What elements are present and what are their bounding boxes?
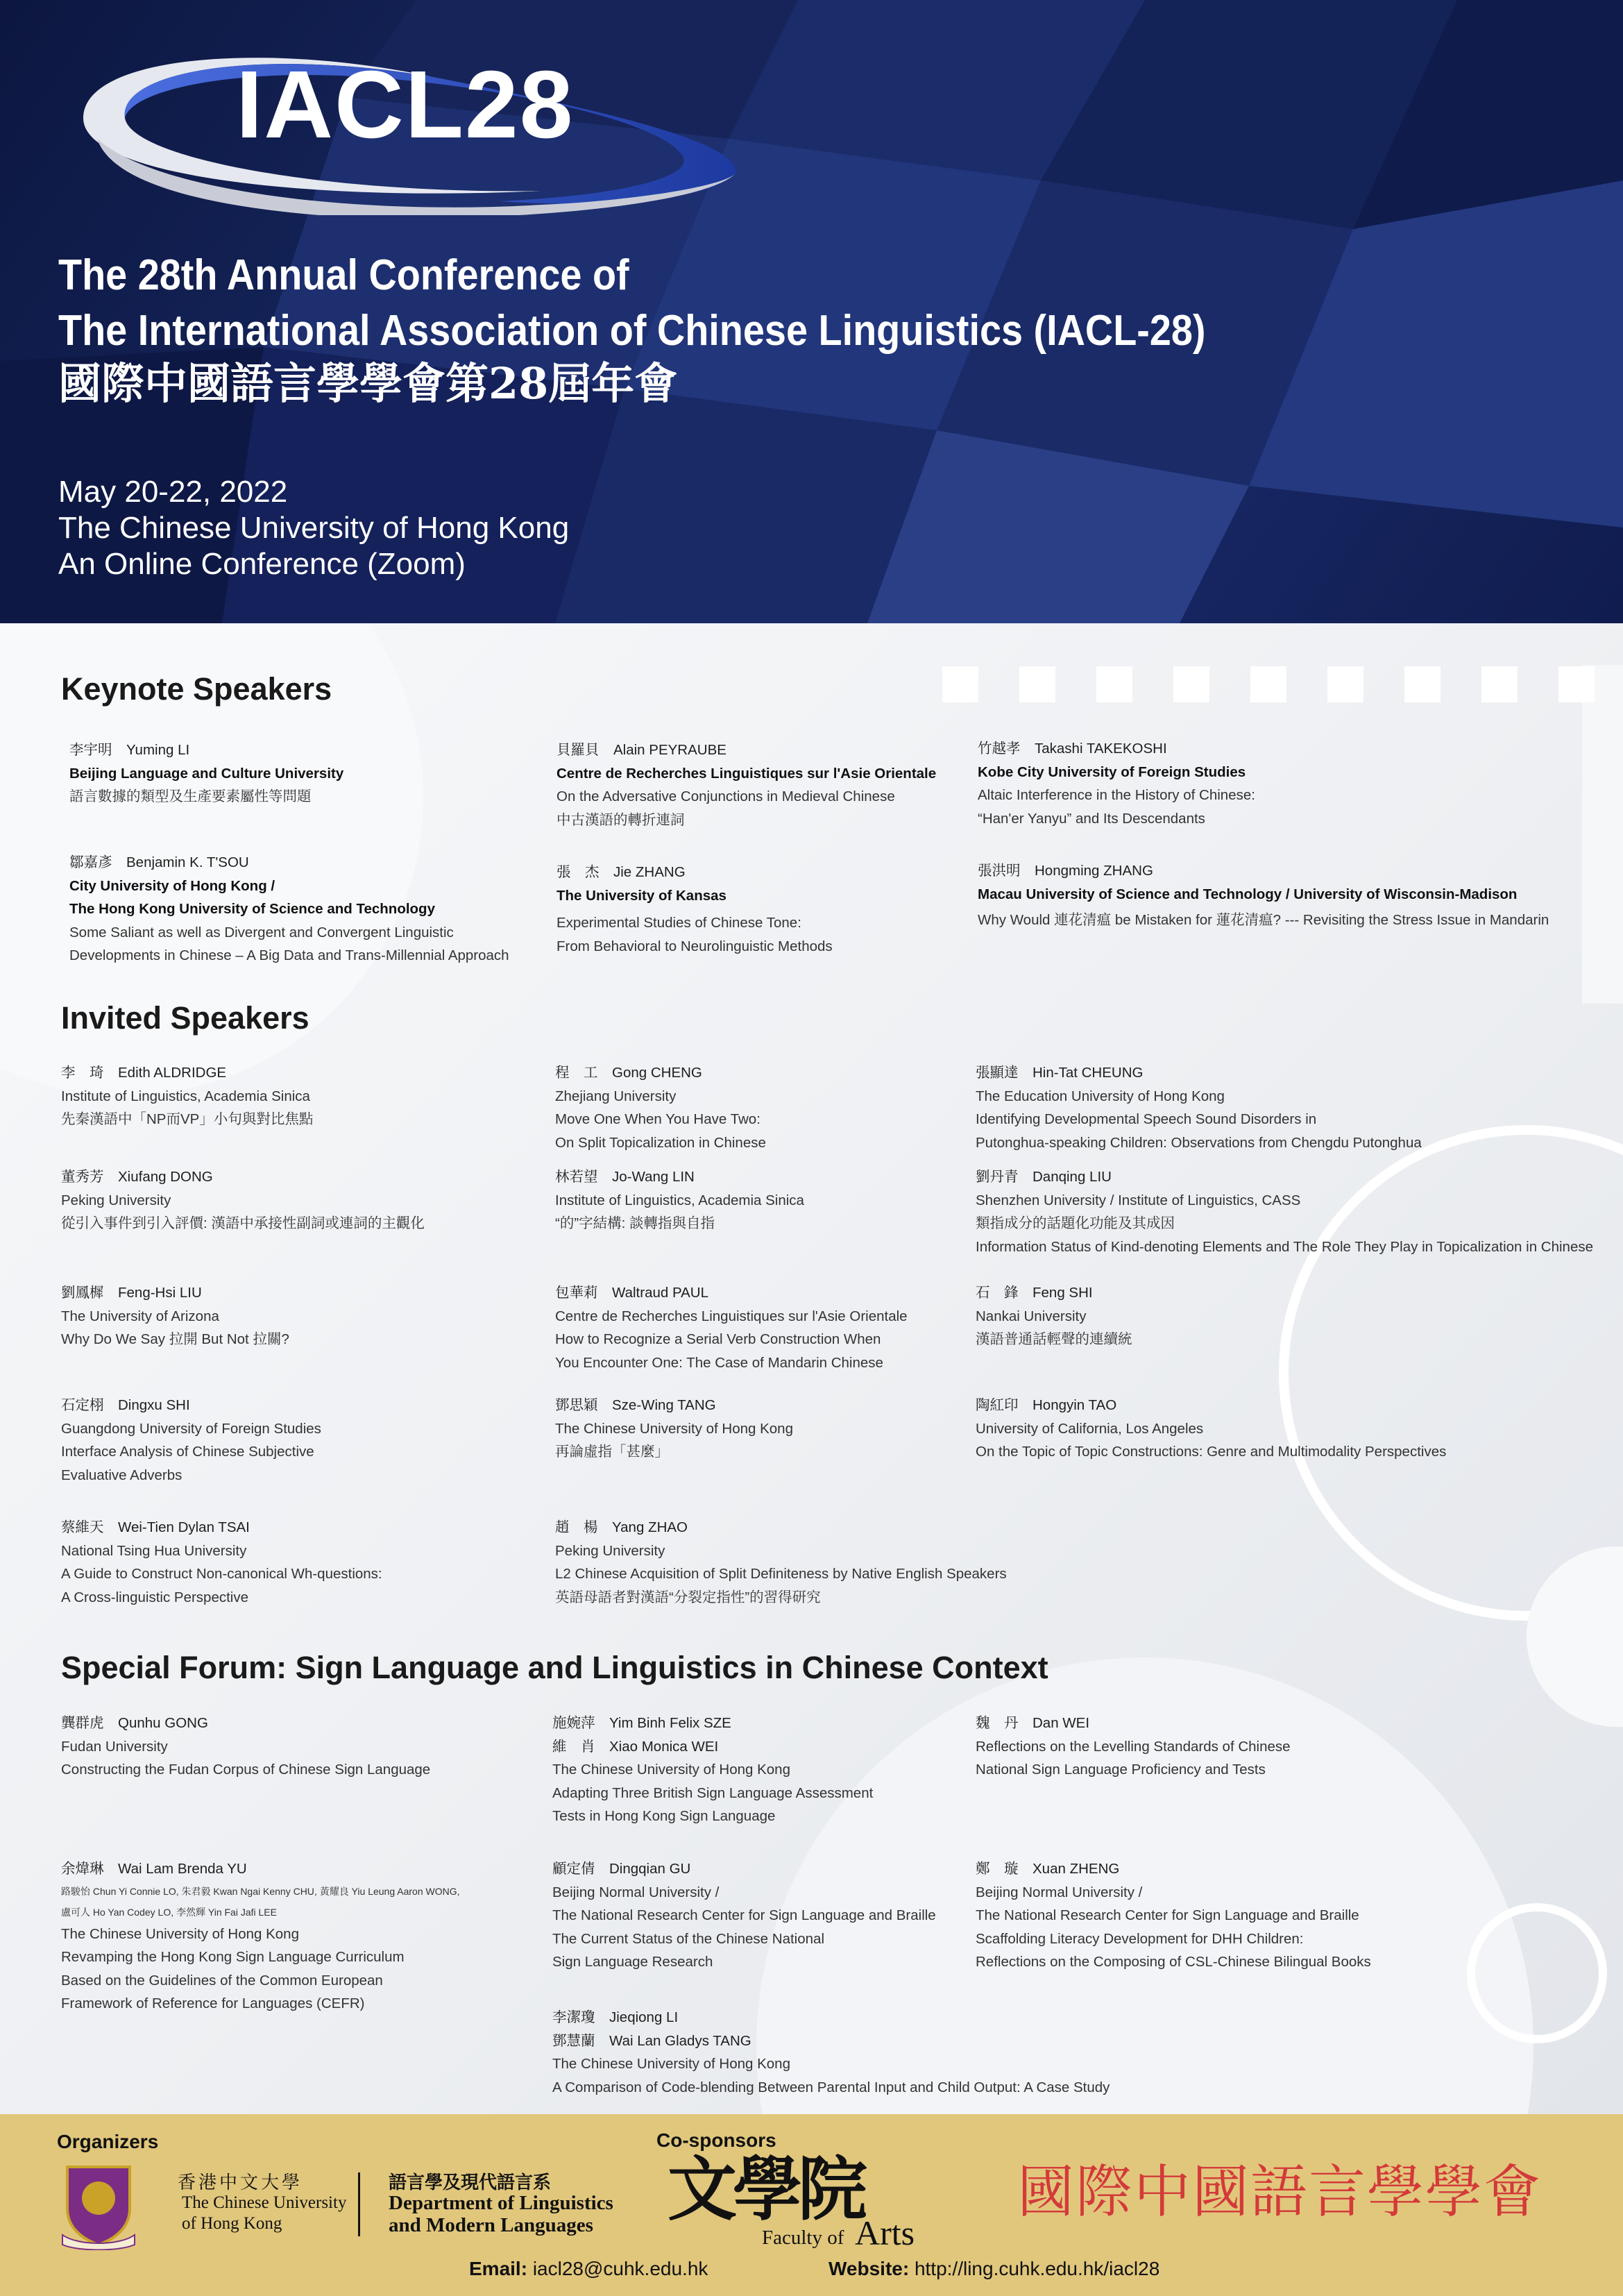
forum-speaker: [552, 1712, 873, 1828]
talk-title: Altaic Interference in the History of Chinese:: [978, 787, 1255, 803]
talk-title: Adapting Three British Sign Language Assessment: [552, 1784, 874, 1801]
footer-divider: [358, 2172, 360, 2236]
talk-title: Based on the Guidelines of the Common European: [61, 1972, 383, 1989]
speaker-affiliation: National Tsing Hua University: [61, 1542, 247, 1559]
forum-speaker: [976, 1712, 1291, 1782]
talk-title: The Current Status of the Chinese National: [552, 1930, 824, 1947]
speaker-affiliation: Centre de Recherches Linguistiques sur l'Asie Orientale: [555, 1308, 908, 1324]
invited-speaker: [61, 1061, 313, 1131]
speaker-affiliation: Fudan University: [61, 1738, 168, 1755]
speaker-name: 張 杰 Jie ZHANG: [556, 864, 686, 880]
speaker-name: 石定栩 Dingxu SHI: [61, 1397, 190, 1413]
speaker-affiliation: Kobe City University of Foreign Studies: [978, 763, 1246, 780]
conference-venue: The Chinese University of Hong Kong: [58, 511, 570, 545]
decorative-square: [1173, 666, 1209, 702]
invited-speaker: [976, 1061, 1422, 1154]
speaker-affiliation: City University of Hong Kong /: [69, 877, 275, 894]
speaker-name: 魏 丹 Dan WEI: [976, 1715, 1090, 1731]
speaker-name: 劉丹青 Danqing LIU: [976, 1169, 1112, 1185]
forum-speaker: [552, 2006, 1110, 2099]
organizers-label: Organizers: [57, 2131, 159, 2152]
speaker-affiliation: Institute of Linguistics, Academia Sinica: [555, 1192, 804, 1208]
speaker-name: 陶紅印 Hongyin TAO: [976, 1397, 1117, 1413]
talk-title: Some Saliant as well as Divergent and Convergent Linguistic: [69, 924, 454, 940]
invited-speaker: [61, 1281, 289, 1351]
speaker-name: 包華莉 Waltraud PAUL: [555, 1285, 708, 1301]
talk-title: Revamping the Hong Kong Sign Language Curriculum: [61, 1949, 405, 1965]
speaker-name: 林若望 Jo-Wang LIN: [555, 1169, 695, 1185]
talk-title: From Behavioral to Neurolinguistic Methods: [556, 938, 833, 954]
talk-title: Why Do We Say 拉開 But Not 拉關?: [61, 1331, 289, 1347]
header-banner: [0, 0, 1623, 623]
talk-title: 再論虛指「甚麼」: [555, 1444, 669, 1460]
talk-title: 類指成分的話題化功能及其成因: [976, 1215, 1175, 1231]
talk-title: National Sign Language Proficiency and Tests: [976, 1762, 1266, 1778]
iacl-calligraphy-logo: 國際中國語言學學會: [1017, 2159, 1543, 2225]
invited-speaker: [61, 1165, 425, 1235]
talk-title: Interface Analysis of Chinese Subjective: [61, 1444, 314, 1460]
speaker-name: 張洪明 Hongming ZHANG: [978, 863, 1153, 879]
speaker-name: 鄧思穎 Sze-Wing TANG: [555, 1397, 716, 1413]
talk-title: 英語母語者對漢語“分裂定指性”的習得研究: [555, 1589, 821, 1605]
invited-speaker: [976, 1165, 1593, 1258]
speaker-name: 鄧慧蘭 Wai Lan Gladys TANG: [552, 2032, 751, 2049]
speaker-affiliation: The Chinese University of Hong Kong: [552, 2056, 790, 2072]
speaker-name: 竹越孝 Takashi TAKEKOSHI: [978, 741, 1167, 757]
talk-title: You Encounter One: The Case of Mandarin Chinese: [555, 1354, 883, 1371]
email-link[interactable]: iacl28@cuhk.edu.hk: [532, 2258, 708, 2279]
co-authors: 盧可人 Ho Yan Codey LO, 李然輝 Yin Fai Jafi LEE: [61, 1906, 277, 1918]
talk-title: Constructing the Fudan Corpus of Chinese Sign Language: [61, 1762, 431, 1778]
talk-title: Reflections on the Levelling Standards of Chinese: [976, 1738, 1291, 1755]
talk-title: A Cross-linguistic Perspective: [61, 1589, 249, 1605]
talk-title: “Han'er Yanyu” and Its Descendants: [978, 810, 1205, 827]
talk-title: Tests in Hong Kong Sign Language: [552, 1808, 776, 1824]
cuhk-crest-icon: [57, 2160, 140, 2250]
talk-title: Evaluative Adverbs: [61, 1467, 182, 1483]
speaker-name: 董秀芳 Xiufang DONG: [61, 1169, 213, 1185]
forum-speaker: [61, 1712, 430, 1782]
speaker-affiliation: The National Research Center for Sign Language and Braille: [552, 1907, 936, 1923]
speaker-name: 貝羅貝 Alain PEYRAUBE: [556, 742, 726, 758]
speaker-affiliation: Institute of Linguistics, Academia Sinica: [61, 1088, 310, 1104]
conference-format: An Online Conference (Zoom): [58, 547, 466, 581]
conference-title-line2: The International Association of Chinese Linguistics (IACL-28): [58, 307, 1206, 355]
speaker-name: 施婉萍 Yim Binh Felix SZE: [552, 1715, 731, 1731]
invited-speaker: [555, 1394, 793, 1464]
keynote-speaker: [978, 737, 1255, 830]
speaker-affiliation: Zhejiang University: [555, 1088, 677, 1104]
forum-speaker: [61, 1857, 460, 2016]
talk-title: Developments in Chinese – A Big Data and Trans-Millennial Approach: [69, 947, 509, 963]
talk-title: Scaffolding Literacy Development for DHH Children:: [976, 1930, 1304, 1947]
speaker-name: 石 鋒 Feng SHI: [976, 1285, 1093, 1301]
dept-name-en-line1: Department of Linguistics: [389, 2192, 613, 2214]
talk-title: Framework of Reference for Languages (CEFR): [61, 1995, 365, 2011]
talk-title: 漢語普通話輕聲的連續統: [976, 1331, 1132, 1347]
speaker-name: 李潔瓊 Jieqiong LI: [552, 2009, 679, 2025]
talk-title: A Comparison of Code-blending Between Parental Input and Child Output: A Case Study: [552, 2079, 1110, 2095]
website-link[interactable]: http://ling.cuhk.edu.hk/iacl28: [914, 2258, 1160, 2279]
speaker-affiliation: The Chinese University of Hong Kong: [555, 1420, 793, 1437]
talk-title: 中古漢語的轉折連詞: [556, 811, 685, 828]
talk-title: 先秦漢語中「NP而VP」小句與對比焦點: [61, 1111, 314, 1127]
cuhk-name-zh: 香港中文大學: [178, 2172, 303, 2193]
cuhk-name-en-line2: of Hong Kong: [182, 2214, 282, 2233]
speaker-affiliation: Guangdong University of Foreign Studies: [61, 1420, 321, 1437]
speaker-name: 維 肖 Xiao Monica WEI: [552, 1738, 719, 1755]
email-label: Email:: [469, 2258, 528, 2279]
keynote-speaker: [978, 859, 1549, 932]
speaker-name: 顧定倩 Dingqian GU: [552, 1861, 691, 1877]
talk-title: On Split Topicalization in Chinese: [555, 1134, 766, 1151]
speaker-affiliation: Beijing Language and Culture University: [69, 765, 344, 782]
speaker-affiliation: The Chinese University of Hong Kong: [61, 1925, 299, 1942]
cuhk-name-en-line1: The Chinese University: [182, 2193, 347, 2212]
faculty-of-arts-logo-zh: 文學院: [668, 2148, 863, 2230]
cosponsors-label: Co-sponsors: [656, 2129, 776, 2151]
faculty-of-arts-label: Faculty of: [762, 2227, 844, 2249]
invited-speaker: [555, 1281, 908, 1374]
forum-speaker: [552, 1857, 936, 1974]
speaker-affiliation: University of California, Los Angeles: [976, 1420, 1204, 1437]
speaker-name: 蔡維天 Wei-Tien Dylan TSAI: [61, 1519, 250, 1535]
talk-title: Putonghua-speaking Children: Observations from Chengdu Putonghua: [976, 1134, 1422, 1151]
decorative-square: [1096, 666, 1132, 702]
decorative-square: [1327, 666, 1363, 702]
contact-email: [469, 2259, 708, 2279]
decorative-square: [1250, 666, 1286, 702]
talk-title: Experimental Studies of Chinese Tone:: [556, 915, 801, 931]
talk-title: Information Status of Kind-denoting Elements and The Role They Play in Topicalization in Chinese: [976, 1238, 1593, 1255]
speaker-name: 鄒嘉彥 Benjamin K. T'SOU: [69, 854, 249, 870]
speaker-name: 趙 楊 Yang ZHAO: [555, 1519, 688, 1535]
faculty-of-arts-arts: Arts: [855, 2213, 915, 2252]
talk-title: A Guide to Construct Non-canonical Wh-questions:: [61, 1566, 382, 1582]
speaker-affiliation: The University of Kansas: [556, 887, 726, 904]
talk-title: 語言數據的類型及生產要素屬性等問題: [69, 788, 312, 804]
speaker-affiliation: The University of Arizona: [61, 1308, 219, 1324]
speaker-affiliation: The Education University of Hong Kong: [976, 1088, 1225, 1104]
talk-title: Why Would 連花清瘟 be Mistaken for 蓮花清瘟? --- Revisiting the Stress Issue in Mandarin: [978, 912, 1549, 928]
talk-title: How to Recognize a Serial Verb Construction When: [555, 1331, 881, 1347]
speaker-affiliation: Peking University: [555, 1542, 665, 1559]
speaker-affiliation: Peking University: [61, 1192, 171, 1208]
invited-speaker: [555, 1165, 804, 1235]
invited-heading: Invited Speakers: [61, 1000, 309, 1036]
talk-title: L2 Chinese Acquisition of Split Definiteness by Native English Speakers: [555, 1566, 1007, 1582]
keynote-speaker: [69, 738, 343, 809]
decorative-square: [1558, 666, 1595, 702]
decorative-square: [1019, 666, 1055, 702]
co-authors: 路駿怡 Chun Yi Connie LO, 朱君毅 Kwan Ngai Kenny CHU, 黃耀良 Yiu Leung Aaron WONG,: [61, 1885, 460, 1897]
talk-title: Reflections on the Composing of CSL-Chinese Bilingual Books: [976, 1954, 1371, 1970]
talk-title: Identifying Developmental Speech Sound Disorders in: [976, 1111, 1317, 1127]
keynote-speaker: [556, 861, 833, 958]
keynote-heading: Keynote Speakers: [61, 671, 332, 707]
speaker-affiliation: Beijing Normal University /: [552, 1884, 720, 1900]
speaker-name: 程 工 Gong CHENG: [555, 1065, 702, 1081]
forum-speaker: [976, 1857, 1371, 1974]
speaker-name: 李宇明 Yuming LI: [69, 742, 190, 758]
speaker-affiliation: Macau University of Science and Technology / University of Wisconsin-Madison: [978, 886, 1518, 902]
speaker-affiliation: The National Research Center for Sign Language and Braille: [976, 1907, 1359, 1923]
speaker-name: 鄭 璇 Xuan ZHENG: [976, 1861, 1120, 1877]
speaker-name: 龔群虎 Qunhu GONG: [61, 1715, 208, 1731]
decorative-square: [1404, 666, 1441, 702]
speaker-affiliation: The Hong Kong University of Science and Technology: [69, 901, 435, 917]
dept-name-zh: 語言學及現代語言系: [389, 2172, 552, 2193]
keynote-speaker: [69, 851, 509, 968]
talk-title: On the Adversative Conjunctions in Medieval Chinese: [556, 788, 895, 804]
invited-speaker: [61, 1516, 382, 1609]
invited-speaker: [61, 1394, 321, 1487]
speaker-name: 張顯達 Hin-Tat CHEUNG: [976, 1065, 1144, 1081]
talk-title: On the Topic of Topic Constructions: Genre and Multimodality Perspectives: [976, 1444, 1447, 1460]
dept-name-en-line2: and Modern Languages: [389, 2214, 593, 2236]
speaker-affiliation: Shenzhen University / Institute of Linguistics, CASS: [976, 1192, 1301, 1208]
speaker-affiliation: Centre de Recherches Linguistiques sur l'Asie Orientale: [556, 765, 937, 782]
special-forum-heading: Special Forum: Sign Language and Linguistics in Chinese Context: [61, 1650, 1048, 1685]
conference-title-chinese: 國際中國語言學學會第28屆年會: [58, 358, 678, 409]
invited-speaker: [976, 1281, 1132, 1351]
speaker-affiliation: Beijing Normal University /: [976, 1884, 1143, 1900]
keynote-speaker: [556, 738, 936, 832]
website-label: Website:: [829, 2258, 910, 2279]
speaker-name: 李 琦 Edith ALDRIDGE: [61, 1065, 227, 1081]
invited-speaker: [555, 1061, 766, 1154]
talk-title: Sign Language Research: [552, 1954, 713, 1970]
logo-text: IACL28: [236, 51, 575, 158]
decorative-square: [1481, 666, 1518, 702]
contact-website: [829, 2259, 1159, 2279]
conference-title-line1: The 28th Annual Conference of: [58, 251, 629, 299]
invited-speaker: [555, 1516, 1007, 1609]
speaker-name: 余煒琳 Wai Lam Brenda YU: [61, 1861, 247, 1877]
decorative-square: [942, 666, 978, 702]
talk-title: “的”字結構: 談轉指與自指: [555, 1215, 715, 1231]
speaker-affiliation: The Chinese University of Hong Kong: [552, 1762, 790, 1778]
speaker-affiliation: Nankai University: [976, 1308, 1087, 1324]
speaker-name: 劉鳳樨 Feng-Hsi LIU: [61, 1285, 202, 1301]
conference-date: May 20-22, 2022: [58, 475, 288, 509]
invited-speaker: [976, 1394, 1446, 1464]
talk-title: 從引入事件到引入評價: 漢語中承接性副詞或連詞的主觀化: [61, 1215, 425, 1231]
talk-title: Move One When You Have Two:: [555, 1111, 760, 1127]
